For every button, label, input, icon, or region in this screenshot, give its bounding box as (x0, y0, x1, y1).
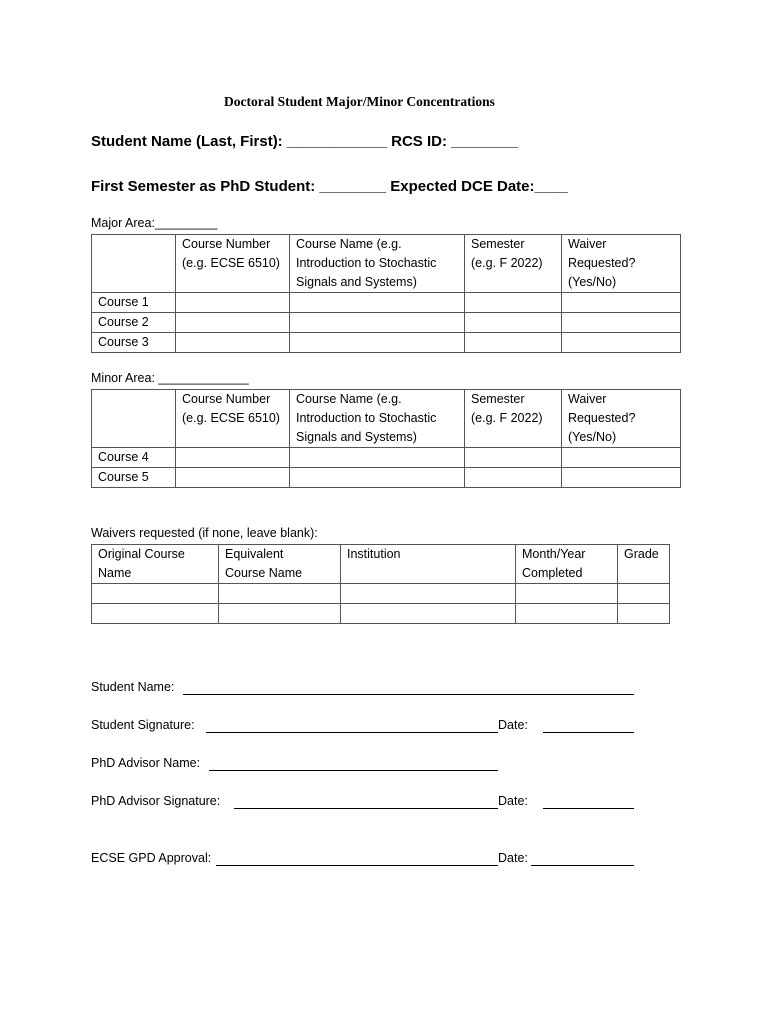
header-grade (618, 545, 670, 584)
waiver-field[interactable] (562, 293, 681, 313)
month-year-field[interactable] (516, 584, 618, 604)
course-number-field[interactable] (176, 448, 290, 468)
course-number-field[interactable] (176, 333, 290, 353)
semester-field[interactable] (465, 293, 562, 313)
table-row (92, 604, 670, 624)
header-month-year (516, 545, 618, 584)
header-course-name (290, 390, 465, 448)
header-line: Signals and Systems) (296, 430, 417, 444)
header-line: Institution (347, 547, 401, 561)
header-waiver (562, 390, 681, 448)
table-row (92, 313, 681, 333)
institution-field[interactable] (341, 604, 516, 624)
course-name-field[interactable] (290, 333, 465, 353)
header-line: Semester (471, 237, 525, 251)
header-line: (e.g. F 2022) (471, 411, 543, 425)
header-course-name (290, 235, 465, 293)
major-area-label: Major Area:_________ (91, 216, 218, 230)
course-number-field[interactable] (176, 293, 290, 313)
gpd-approval-line[interactable] (216, 865, 498, 866)
student-name-rcs-line: Student Name (Last, First): ____________ RCS ID: ________ (91, 133, 518, 150)
advisor-date-label: Date: (498, 794, 528, 808)
course-name-field[interactable] (290, 293, 465, 313)
header-equivalent-course (219, 545, 341, 584)
minor-courses-table (91, 389, 681, 488)
header-line: Course Number (182, 392, 271, 406)
header-line: Course Number (182, 237, 271, 251)
student-name-label: Student Name: (91, 680, 175, 694)
row-label: Course 5 (92, 468, 176, 488)
semester-field[interactable] (465, 313, 562, 333)
header-line: Signals and Systems) (296, 275, 417, 289)
table-row (92, 293, 681, 313)
row-label: Course 3 (92, 333, 176, 353)
page-title: Doctoral Student Major/Minor Concentrations (224, 94, 495, 109)
header-line: (Yes/No) (568, 430, 617, 444)
row-label: Course 2 (92, 313, 176, 333)
table-row (92, 333, 681, 353)
waiver-field[interactable] (562, 333, 681, 353)
header-original-course (92, 545, 219, 584)
semester-field[interactable] (465, 333, 562, 353)
student-date-line[interactable] (543, 732, 634, 733)
header-line: Completed (522, 566, 583, 580)
header-line: Waiver (568, 237, 607, 251)
gpd-date-line[interactable] (531, 865, 634, 866)
header-line: Month/Year (522, 547, 586, 561)
header-semester (465, 390, 562, 448)
header-line: Equivalent (225, 547, 284, 561)
semester-field[interactable] (465, 448, 562, 468)
equivalent-course-field[interactable] (219, 584, 341, 604)
course-number-field[interactable] (176, 468, 290, 488)
header-line: (e.g. F 2022) (471, 256, 543, 270)
course-name-field[interactable] (290, 448, 465, 468)
header-line: Introduction to Stochastic (296, 411, 437, 425)
student-signature-line[interactable] (206, 732, 498, 733)
major-courses-table (91, 234, 681, 353)
header-line: (Yes/No) (568, 275, 617, 289)
month-year-field[interactable] (516, 604, 618, 624)
table-header-row (92, 235, 681, 293)
header-semester (465, 235, 562, 293)
header-line: Original Course (98, 547, 185, 561)
course-number-field[interactable] (176, 313, 290, 333)
grade-field[interactable] (618, 604, 670, 624)
table-header-row (92, 545, 670, 584)
waiver-field[interactable] (562, 313, 681, 333)
waivers-label: Waivers requested (if none, leave blank): (91, 526, 318, 540)
advisor-name-label: PhD Advisor Name: (91, 756, 201, 770)
student-date-label: Date: (498, 718, 528, 732)
institution-field[interactable] (341, 584, 516, 604)
student-name-line[interactable] (183, 694, 634, 695)
header-line: Waiver (568, 392, 607, 406)
advisor-name-line[interactable] (209, 770, 498, 771)
course-name-field[interactable] (290, 468, 465, 488)
table-header-empty (92, 390, 176, 448)
header-line: Introduction to Stochastic (296, 256, 437, 270)
waiver-field[interactable] (562, 448, 681, 468)
header-line: Requested? (568, 256, 636, 270)
header-line: (e.g. ECSE 6510) (182, 411, 280, 425)
gpd-approval-label: ECSE GPD Approval: (91, 851, 212, 865)
first-semester-line: First Semester as PhD Student: ________ Expected DCE Date:____ (91, 178, 568, 195)
table-row (92, 448, 681, 468)
table-row (92, 584, 670, 604)
semester-field[interactable] (465, 468, 562, 488)
original-course-field[interactable] (92, 584, 219, 604)
header-line: Name (98, 566, 132, 580)
gpd-date-label: Date: (498, 851, 528, 865)
header-line: Requested? (568, 411, 636, 425)
advisor-date-line[interactable] (543, 808, 634, 809)
header-institution (341, 545, 516, 584)
advisor-signature-line[interactable] (234, 808, 498, 809)
waiver-field[interactable] (562, 468, 681, 488)
student-signature-label: Student Signature: (91, 718, 195, 732)
header-course-number (176, 235, 290, 293)
header-line: Course Name (e.g. (296, 392, 402, 406)
table-row (92, 468, 681, 488)
row-label: Course 1 (92, 293, 176, 313)
grade-field[interactable] (618, 584, 670, 604)
minor-area-label: Minor Area: _____________ (91, 371, 249, 385)
equivalent-course-field[interactable] (219, 604, 341, 624)
table-header-empty (92, 235, 176, 293)
header-line: (e.g. ECSE 6510) (182, 256, 280, 270)
header-line: Course Name (e.g. (296, 237, 402, 251)
original-course-field[interactable] (92, 604, 219, 624)
row-label: Course 4 (92, 448, 176, 468)
header-line: Course Name (225, 566, 303, 580)
course-name-field[interactable] (290, 313, 465, 333)
advisor-signature-label: PhD Advisor Signature: (91, 794, 221, 808)
waivers-table (91, 544, 670, 624)
table-header-row (92, 390, 681, 448)
header-line: Semester (471, 392, 525, 406)
header-line: Grade (624, 547, 659, 561)
header-course-number (176, 390, 290, 448)
header-waiver (562, 235, 681, 293)
